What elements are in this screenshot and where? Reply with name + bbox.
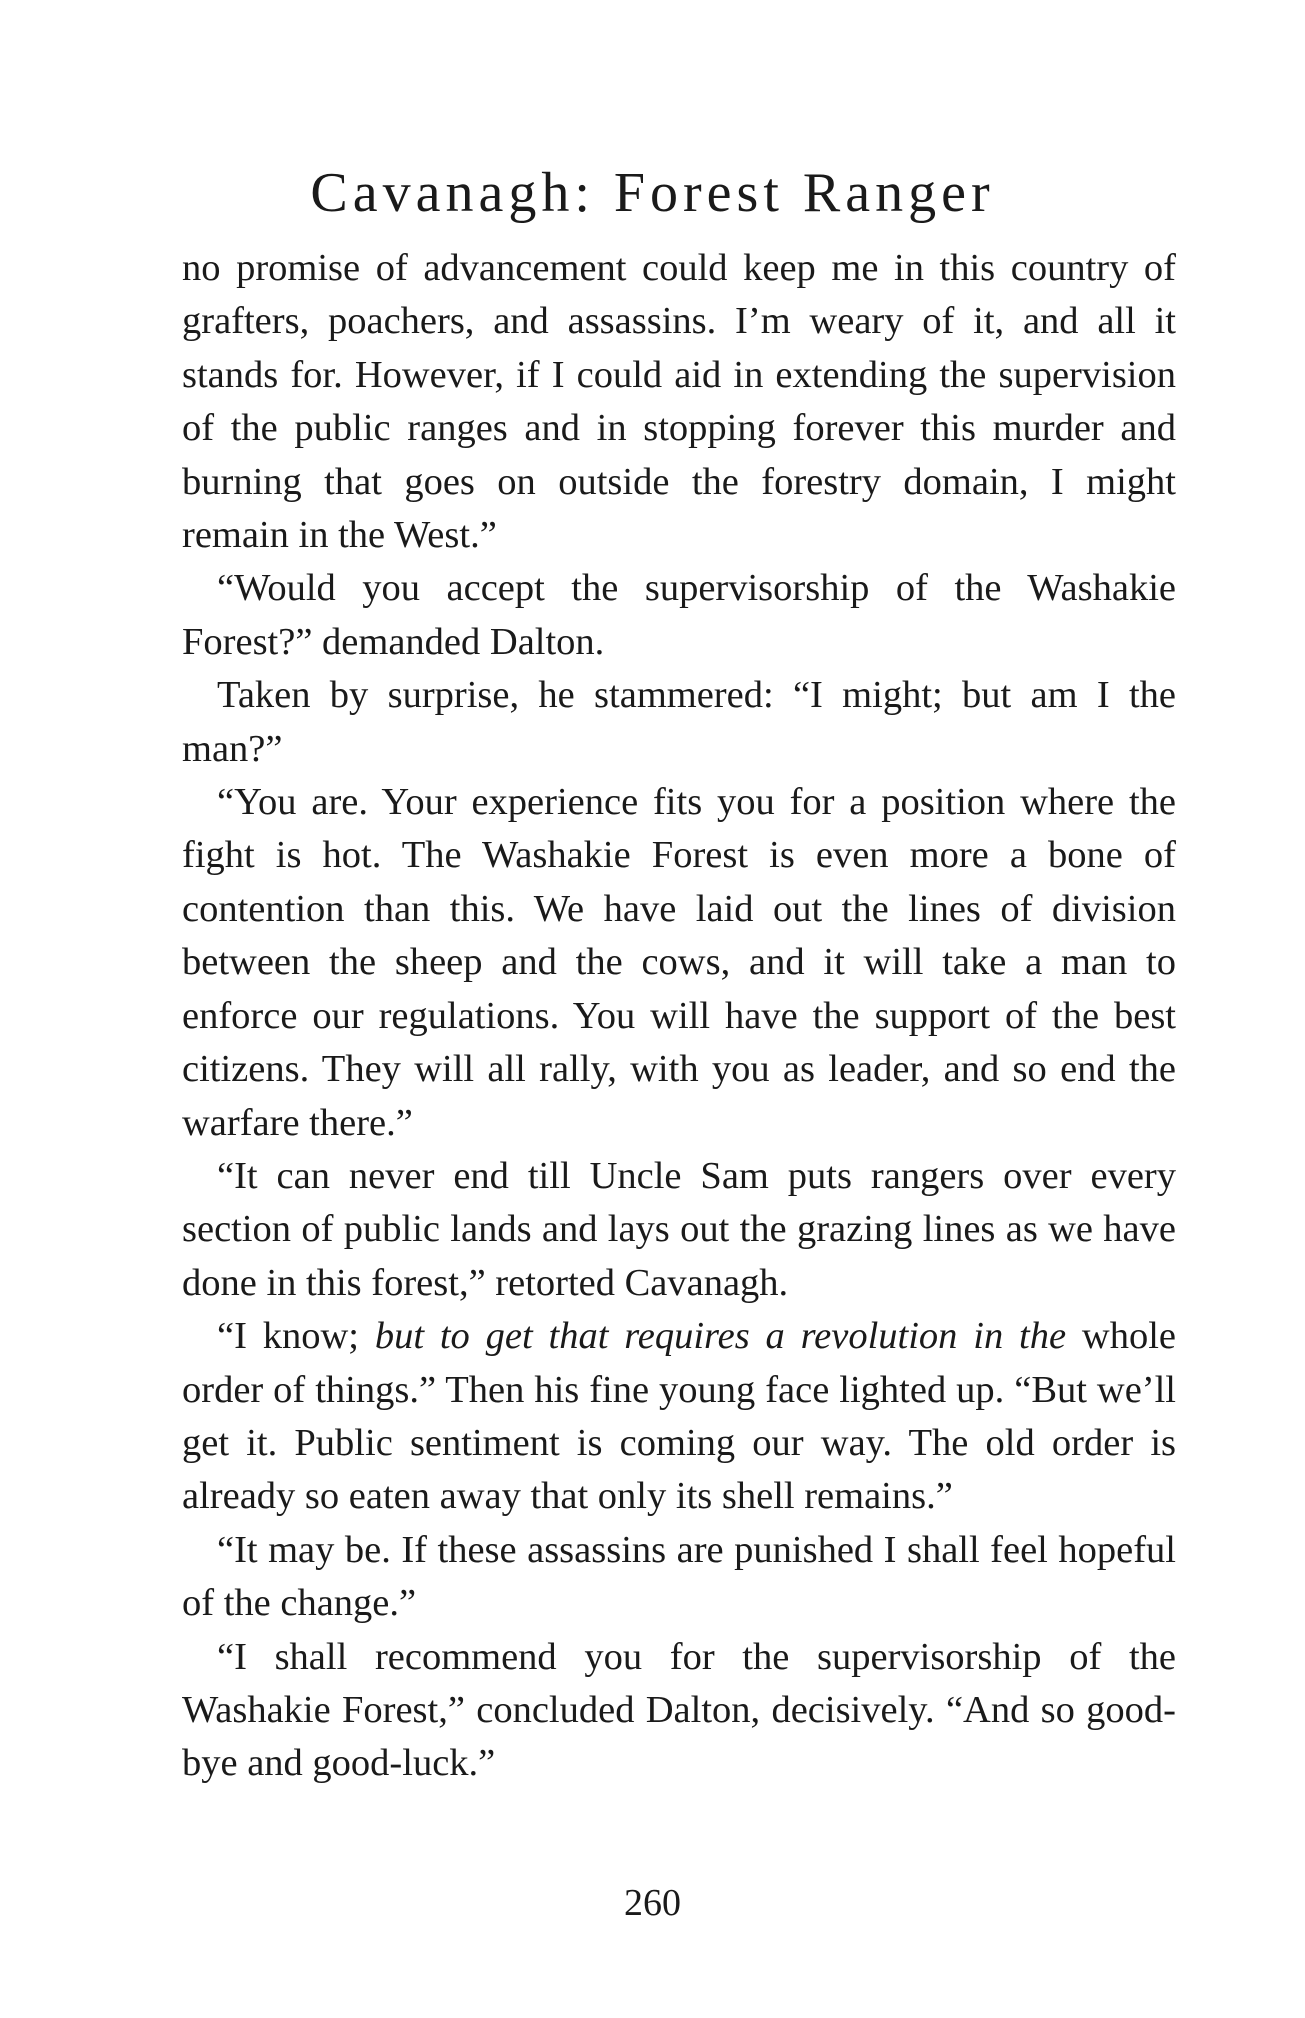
- page-number: 260: [624, 1882, 681, 1924]
- running-head: Cavanagh: Forest Ranger: [310, 162, 995, 224]
- paragraph-dalton-recommend: “I shall recommend you for the supervisorship of the Washakie Forest,” concluded Dalton, decisively. “And so good-bye and good-luck.”: [182, 1635, 1176, 1785]
- italic-text-segment: but to get that requires a revolution in the: [374, 1315, 1067, 1358]
- paragraph-continued: no promise of advancement could keep me in this country of grafters, poachers, and assassins. I’m weary of it, and all it stands for. However, if I could aid in extending the supervision of the public ranges and in stopping forever this murder and burning that goes on outside the forestry domain, I might remain in the West.”: [182, 247, 1176, 557]
- paragraph-cavanagh-may-be: “It may be. If these assassins are punished I shall feel hopeful of the change.”: [182, 1528, 1176, 1625]
- paragraph-cavanagh-never-end: “It can never end till Uncle Sam puts rangers over every section of public lands and lays out the grazing lines as we have done in this forest,” retorted Cavanagh.: [182, 1154, 1176, 1304]
- text-segment: whole order of things.” Then his fine young face lighted up. “But we’ll get it. Public sentiment is coming our way. The old order is already so eaten away that only its shell remains.”: [182, 1315, 1176, 1518]
- paragraph-cavanagh-reply: Taken by surprise, he stammered: “I might; but am I the man?”: [182, 674, 1176, 770]
- paragraph-dalton-question: “Would you accept the supervisorship of the Washakie Forest?” demanded Dalton.: [182, 567, 1176, 663]
- paragraph-dalton-i-know: [182, 1310, 1176, 1524]
- body-text: [182, 242, 1176, 1791]
- paragraph-dalton-you-are: “You are. Your experience fits you for a position where the fight is hot. The Washakie Forest is even more a bone of contention than this. We have laid out the lines of division between the sheep and the cows, and it will take a man to enforce our regulations. You will have the support of the best citizens. They will all rally, with you as leader, and so end the warfare there.”: [182, 781, 1176, 1144]
- text-segment: “I know;: [217, 1315, 375, 1358]
